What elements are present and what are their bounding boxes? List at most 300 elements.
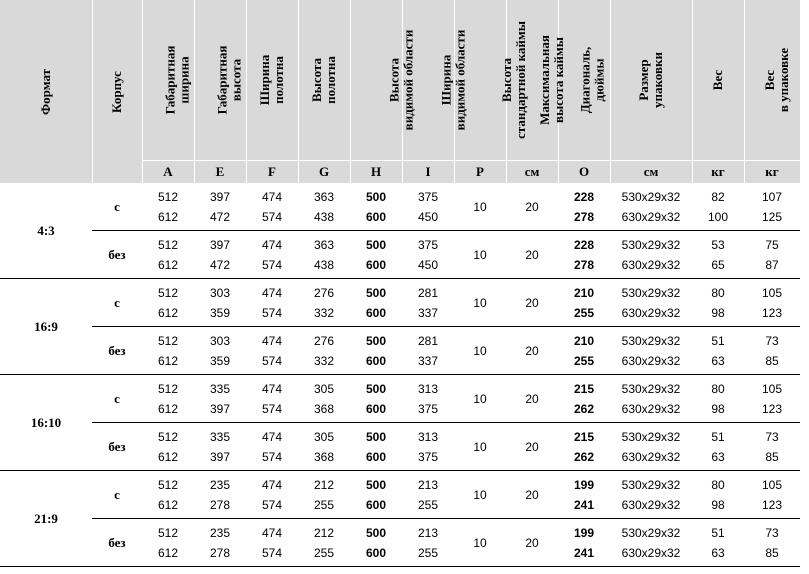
value-line: 123 [761,497,783,512]
value-line: 512 [157,189,179,204]
value-line: 500 [365,189,387,204]
value-line: 397 [209,401,231,416]
cell-max: 20 [506,279,558,327]
header-case: Корпус [92,0,142,183]
value-line: 276 [313,285,335,300]
cell-A [142,279,194,327]
cell-F [246,471,298,519]
cell-O [558,231,610,279]
value-line: 368 [313,401,335,416]
value-line: 600 [365,305,387,320]
value-line: 512 [157,429,179,444]
value-line: 105 [761,381,783,396]
value-line: 600 [365,401,387,416]
value-line: 500 [365,429,387,444]
unit-F: F [246,161,298,184]
cell-wp [744,327,800,375]
value-line: 450 [417,257,439,272]
value-line: 512 [157,237,179,252]
value-line: 80 [711,381,725,396]
value-line: 80 [711,285,725,300]
header-format: Формат [0,0,92,183]
value-line: 574 [261,353,283,368]
value-line: 278 [209,545,231,560]
value-line: 500 [365,381,387,396]
value-line: 612 [157,449,179,464]
cell-O [558,471,610,519]
value-line: 305 [313,381,335,396]
value-line: 255 [573,353,595,368]
value-line: 235 [209,477,231,492]
value-line: 51 [711,429,725,444]
value-line: 600 [365,209,387,224]
cell-P: 10 [454,231,506,279]
cell-G [298,471,350,519]
cell-P: 10 [454,327,506,375]
case-cell: с [92,183,142,231]
cell-O [558,519,610,567]
cell-E [194,231,246,279]
cell-wp [744,231,800,279]
value-line: 125 [761,209,783,224]
header-P: Высота стандартной каймы [454,0,506,161]
value-line: 474 [261,477,283,492]
unit-I: I [402,161,454,184]
value-line: 123 [761,305,783,320]
cell-A [142,231,194,279]
table-row [0,279,800,327]
cell-wp [744,471,800,519]
cell-O [558,327,610,375]
cell-pack [610,279,692,327]
value-line: 278 [573,209,595,224]
value-line: 474 [261,381,283,396]
value-line: 574 [261,449,283,464]
value-line: 630x29x32 [621,257,681,272]
value-line: 375 [417,401,439,416]
cell-F [246,375,298,423]
cell-H [350,231,402,279]
header-pack: Размер упаковки [610,0,692,161]
value-line: 337 [417,305,439,320]
cell-P: 10 [454,519,506,567]
unit-w: кг [692,161,744,184]
value-line: 512 [157,333,179,348]
value-line: 335 [209,381,231,396]
value-line: 600 [365,497,387,512]
case-cell: без [92,519,142,567]
value-line: 215 [573,381,595,396]
cell-w [692,375,744,423]
value-line: 612 [157,305,179,320]
cell-pack [610,519,692,567]
cell-F [246,231,298,279]
value-line: 630x29x32 [621,209,681,224]
table-row [0,519,800,567]
value-line: 530x29x32 [621,525,681,540]
cell-O [558,183,610,231]
value-line: 73 [765,333,779,348]
cell-A [142,471,194,519]
value-line: 474 [261,189,283,204]
value-line: 530x29x32 [621,429,681,444]
value-line: 332 [313,353,335,368]
value-line: 397 [209,449,231,464]
cell-G [298,375,350,423]
cell-I [402,519,454,567]
unit-H: H [350,161,402,184]
cell-max: 20 [506,231,558,279]
value-line: 530x29x32 [621,237,681,252]
value-line: 530x29x32 [621,333,681,348]
value-line: 278 [209,497,231,512]
value-line: 612 [157,209,179,224]
cell-I [402,327,454,375]
value-line: 255 [417,497,439,512]
value-line: 255 [417,545,439,560]
table-row [0,183,800,231]
value-line: 574 [261,401,283,416]
cell-pack [610,375,692,423]
cell-max: 20 [506,423,558,471]
value-line: 574 [261,545,283,560]
cell-E [194,327,246,375]
table-row [0,375,800,423]
value-line: 262 [573,449,595,464]
table-row [0,327,800,375]
cell-pack [610,327,692,375]
value-line: 85 [765,353,779,368]
value-line: 80 [711,477,725,492]
value-line: 472 [209,209,231,224]
value-line: 276 [313,333,335,348]
value-line: 574 [261,305,283,320]
case-cell: без [92,231,142,279]
cell-F [246,423,298,471]
cell-w [692,183,744,231]
header-max: Максимальная высота каймы [506,0,558,161]
value-line: 530x29x32 [621,477,681,492]
value-line: 530x29x32 [621,285,681,300]
value-line: 213 [417,477,439,492]
cell-w [692,471,744,519]
value-line: 630x29x32 [621,305,681,320]
value-line: 215 [573,429,595,444]
cell-wp [744,423,800,471]
value-line: 65 [711,257,725,272]
value-line: 512 [157,525,179,540]
case-cell: с [92,471,142,519]
value-line: 278 [573,257,595,272]
header-I: Ширина видимой области [402,0,454,161]
cell-P: 10 [454,279,506,327]
value-line: 255 [313,497,335,512]
cell-G [298,519,350,567]
value-line: 397 [209,237,231,252]
value-line: 500 [365,333,387,348]
unit-G: G [298,161,350,184]
value-line: 281 [417,285,439,300]
header-G: Высота полотна [298,0,350,161]
cell-P: 10 [454,183,506,231]
header-A: Габаритная ширина [142,0,194,161]
cell-F [246,327,298,375]
value-line: 255 [313,545,335,560]
value-line: 574 [261,257,283,272]
value-line: 474 [261,525,283,540]
value-line: 305 [313,429,335,444]
cell-max: 20 [506,327,558,375]
value-line: 512 [157,477,179,492]
value-line: 612 [157,545,179,560]
value-line: 228 [573,189,595,204]
value-line: 630x29x32 [621,545,681,560]
value-line: 199 [573,477,595,492]
value-line: 337 [417,353,439,368]
value-line: 100 [707,209,729,224]
value-line: 363 [313,189,335,204]
value-line: 450 [417,209,439,224]
value-line: 474 [261,429,283,444]
value-line: 241 [573,497,595,512]
format-cell: 21:9 [0,471,92,567]
table-row [0,423,800,471]
cell-w [692,519,744,567]
value-line: 199 [573,525,595,540]
value-line: 123 [761,401,783,416]
cell-E [194,423,246,471]
cell-H [350,327,402,375]
value-line: 281 [417,333,439,348]
cell-wp [744,375,800,423]
cell-F [246,183,298,231]
value-line: 474 [261,285,283,300]
value-line: 73 [765,429,779,444]
cell-wp [744,183,800,231]
cell-F [246,519,298,567]
value-line: 107 [761,189,783,204]
case-cell: с [92,279,142,327]
cell-E [194,183,246,231]
value-line: 612 [157,497,179,512]
value-line: 359 [209,353,231,368]
value-line: 612 [157,257,179,272]
value-line: 574 [261,497,283,512]
cell-I [402,279,454,327]
cell-pack [610,183,692,231]
value-line: 512 [157,381,179,396]
value-line: 472 [209,257,231,272]
value-line: 574 [261,209,283,224]
cell-I [402,471,454,519]
cell-P: 10 [454,375,506,423]
value-line: 630x29x32 [621,497,681,512]
value-line: 397 [209,189,231,204]
case-cell: без [92,423,142,471]
header-wp: Вес в упаковке [744,0,800,161]
value-line: 241 [573,545,595,560]
value-line: 500 [365,237,387,252]
cell-H [350,279,402,327]
cell-A [142,423,194,471]
cell-H [350,423,402,471]
unit-O: O [558,161,610,184]
value-line: 375 [417,237,439,252]
value-line: 600 [365,353,387,368]
cell-E [194,519,246,567]
cell-E [194,375,246,423]
cell-wp [744,279,800,327]
value-line: 85 [765,449,779,464]
cell-A [142,327,194,375]
value-line: 375 [417,449,439,464]
cell-H [350,519,402,567]
value-line: 612 [157,401,179,416]
cell-G [298,327,350,375]
cell-E [194,279,246,327]
format-cell: 4:3 [0,183,92,279]
format-cell: 16:10 [0,375,92,471]
value-line: 228 [573,237,595,252]
cell-I [402,375,454,423]
cell-I [402,183,454,231]
value-line: 500 [365,285,387,300]
header-H: Высота видимой области [350,0,402,161]
value-line: 530x29x32 [621,381,681,396]
format-cell: 16:9 [0,279,92,375]
case-cell: с [92,375,142,423]
value-line: 363 [313,237,335,252]
value-line: 500 [365,477,387,492]
value-line: 474 [261,237,283,252]
value-line: 500 [365,525,387,540]
header-O: Диагональ, дюймы [558,0,610,161]
value-line: 368 [313,449,335,464]
cell-G [298,423,350,471]
value-line: 53 [711,237,725,252]
value-line: 75 [765,237,779,252]
cell-max: 20 [506,375,558,423]
value-line: 213 [417,525,439,540]
cell-w [692,327,744,375]
value-line: 51 [711,525,725,540]
cell-G [298,231,350,279]
value-line: 210 [573,285,595,300]
unit-wp: кг [744,161,800,184]
cell-w [692,279,744,327]
cell-w [692,231,744,279]
cell-I [402,231,454,279]
unit-A: A [142,161,194,184]
value-line: 63 [711,353,725,368]
cell-H [350,471,402,519]
cell-H [350,375,402,423]
value-line: 359 [209,305,231,320]
value-line: 98 [711,497,725,512]
cell-H [350,183,402,231]
value-line: 73 [765,525,779,540]
value-line: 600 [365,257,387,272]
cell-F [246,279,298,327]
cell-O [558,375,610,423]
value-line: 98 [711,305,725,320]
unit-pack: см [610,161,692,184]
header-w: Вес [692,0,744,161]
cell-max: 20 [506,471,558,519]
value-line: 212 [313,525,335,540]
value-line: 262 [573,401,595,416]
value-line: 82 [711,189,725,204]
table-row [0,231,800,279]
value-line: 105 [761,477,783,492]
value-line: 474 [261,333,283,348]
value-line: 51 [711,333,725,348]
value-line: 63 [711,449,725,464]
value-line: 630x29x32 [621,449,681,464]
unit-P: P [454,161,506,184]
cell-A [142,519,194,567]
table-body [0,183,800,567]
cell-E [194,471,246,519]
cell-G [298,279,350,327]
cell-O [558,279,610,327]
value-line: 438 [313,257,335,272]
header-row [0,0,800,161]
table-row [0,471,800,519]
value-line: 630x29x32 [621,353,681,368]
cell-P: 10 [454,423,506,471]
value-line: 438 [313,209,335,224]
value-line: 332 [313,305,335,320]
value-line: 313 [417,429,439,444]
cell-I [402,423,454,471]
value-line: 612 [157,353,179,368]
value-line: 303 [209,333,231,348]
cell-pack [610,471,692,519]
value-line: 212 [313,477,335,492]
cell-G [298,183,350,231]
value-line: 600 [365,545,387,560]
value-line: 63 [711,545,725,560]
value-line: 98 [711,401,725,416]
value-line: 375 [417,189,439,204]
unit-max: см [506,161,558,184]
cell-P: 10 [454,471,506,519]
value-line: 530x29x32 [621,189,681,204]
value-line: 630x29x32 [621,401,681,416]
value-line: 87 [765,257,779,272]
value-line: 303 [209,285,231,300]
case-cell: без [92,327,142,375]
cell-A [142,375,194,423]
value-line: 512 [157,285,179,300]
value-line: 105 [761,285,783,300]
cell-pack [610,423,692,471]
value-line: 85 [765,545,779,560]
value-line: 235 [209,525,231,540]
value-line: 313 [417,381,439,396]
unit-E: E [194,161,246,184]
value-line: 210 [573,333,595,348]
cell-pack [610,231,692,279]
header-E: Габаритная высота [194,0,246,161]
cell-w [692,423,744,471]
value-line: 335 [209,429,231,444]
value-line: 600 [365,449,387,464]
cell-max: 20 [506,183,558,231]
cell-A [142,183,194,231]
cell-wp [744,519,800,567]
